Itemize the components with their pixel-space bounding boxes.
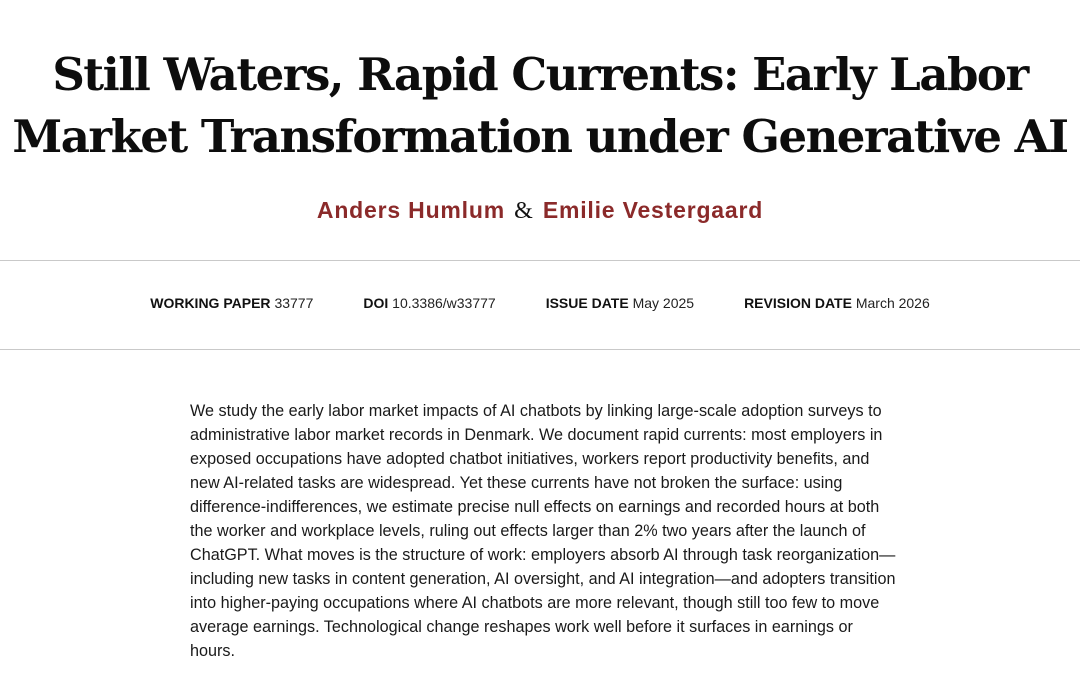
paper-title — [0, 44, 1080, 168]
divider-bottom — [0, 349, 1080, 350]
divider-top — [0, 260, 1080, 261]
meta-revision-date-value: March 2026 — [855, 295, 930, 311]
meta-revision-date-label: REVISION DATE — [744, 295, 852, 311]
meta-working-paper-label: WORKING PAPER — [150, 295, 271, 311]
author-list — [0, 197, 1080, 225]
author-link-emilie-vestergaard[interactable]: Emilie Vestergaard — [542, 197, 764, 223]
paper-title-line-2: Market Transformation under Generative AI — [12, 110, 1068, 163]
paper-metadata — [0, 295, 1080, 311]
paper-title-line-1: Still Waters, Rapid Currents: Early Labor — [52, 48, 1028, 101]
meta-issue-date-value: May 2025 — [632, 295, 695, 311]
meta-issue-date-label: ISSUE DATE — [545, 295, 629, 311]
meta-doi-label: DOI — [363, 295, 389, 311]
meta-issue-date — [546, 295, 694, 311]
meta-doi — [363, 295, 495, 311]
meta-working-paper — [150, 295, 313, 311]
meta-revision-date — [744, 295, 930, 311]
abstract-text: We study the early labor market impacts of AI chatbots by linking large-scale adoption surveys to administrative labor market records in Denmark. We document rapid currents: most employers in exposed occupations have adopted chatbot initiatives, workers report productivity benefits, and new AI-related tasks are widespread. Yet these currents have not broken the surface: using difference-indifferences, we estimate precise null effects on earnings and recorded hours at both the worker and workplace levels, ruling out effects larger than 2% two years after the launch of ChatGPT. What moves is the structure of work: employers absorb AI through task reorganization—including new tasks in content generation, AI oversight, and AI integration—and adopters transition into higher-paying occupations where AI chatbots are more relevant, though still too few to move average earnings. Technological change reshapes work well before it surfaces in earnings or hours. — [190, 402, 896, 660]
meta-doi-value: 10.3386/w33777 — [392, 295, 496, 311]
author-separator: & — [514, 198, 534, 224]
meta-working-paper-value: 33777 — [274, 295, 314, 311]
author-link-anders-humlum[interactable]: Anders Humlum — [316, 197, 505, 223]
